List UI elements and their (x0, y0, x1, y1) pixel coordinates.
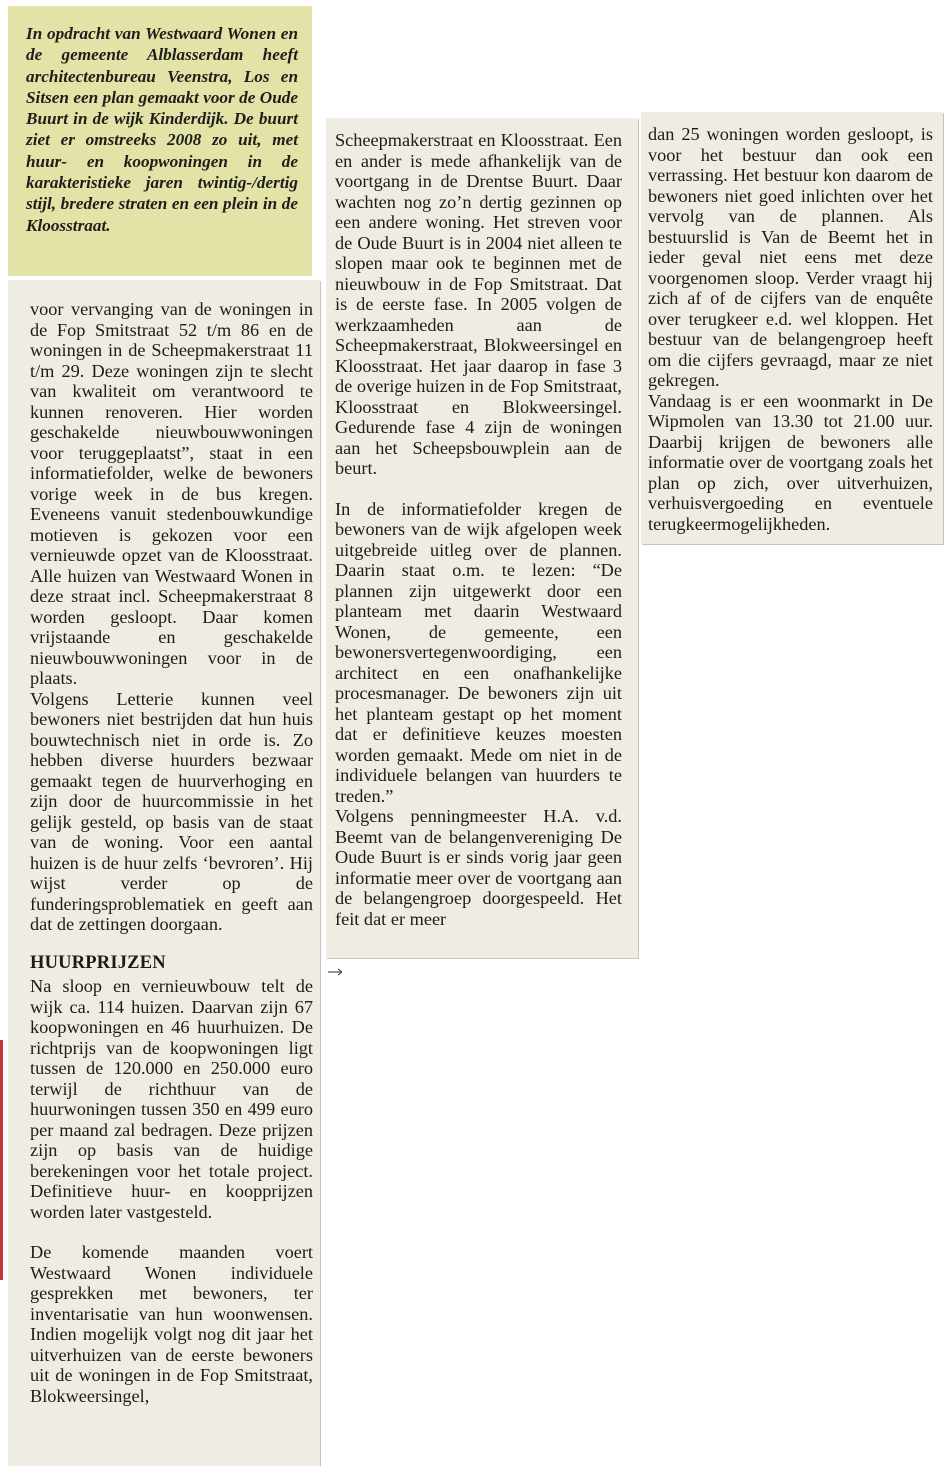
col3-paragraph-1: dan 25 woningen worden gesloopt, is voor het bestuur dan ook een verrassing. Het bestuur kon daarom de bewoners niet goed inlichten over het vervolg van de plannen. Als bestuurslid is Van de Beemt het in ieder geval niet eens met deze voorgenomen sloop. Verder vraagt hij zich af of de cijfers van de enquête over terugkeer e.d. wel kloppen. Het bestuur van de belangengroep heeft om die cijfers gevraagd, maar ze niet gekregen. (648, 124, 933, 390)
col2-paragraph-3: Volgens penningmeester H.A. v.d. Beemt van de belangenvereniging De Oude Buurt is er sinds vorig jaar geen informatie meer over de voortgang aan de belangengroep doorgespeeld. Het feit dat er meer (335, 806, 622, 929)
col2-paragraph-1: Scheepmakerstraat en Kloosstraat. Een en ander is mede afhankelijk van de voortgang in de Drentse Buurt. Daar wachten nog zo’n dertig gezinnen op een andere woning. Het streven voor de Oude Buurt is in 2004 niet alleen te slopen maar ook te beginnen met de nieuwbouw in de Fop Smitstraat. Dat is de eerste fase. In 2005 volgen de werkzaamheden aan de Scheepmakerstraat, Blokweersingel en Kloosstraat. Het jaar daarop in fase 3 de overige huizen in de Fop Smitstraat, Kloosstraat en Blokweersingel. Gedurende fase 4 zijn de woningen aan het Scheepsbouwplein aan de beurt. (335, 130, 622, 478)
col1-paragraph-4: De komende maanden voert Westwaard Wonen individuele gesprekken met bewoners, ter inventarisatie van hun woonwensen. Indien mogelijk volgt nog dit jaar het uitverhuizen van de eerste bewoners uit de woningen in de Fop Smitstraat, Blokweersingel, (30, 1242, 313, 1406)
column-right (648, 124, 933, 534)
intro-highlight-box (8, 6, 312, 276)
col2-paragraph-2: In de informatiefolder kregen de bewoners van de wijk afgelopen week uitgebreide uitleg over de plannen. Daarin staat o.m. te lezen: “De plannen zijn uitgewerkt door een planteam met daarin Westwaard Wonen, de gemeente, een bewonersvertegenwoordiging, een architect en een onafhankelijke procesmanager. De bewoners zijn uit het planteam gestapt op het moment dat er definitieve keuzes moesten worden gemaakt. Mede om niet in de individuele belangen van huurders te treden.” (335, 498, 622, 806)
col1-paragraph-1: voor vervanging van de woningen in de Fop Smitstraat 52 t/m 86 en de woningen in de Scheepmakerstraat 11 t/m 29. Deze woningen zijn te slecht van kwaliteit om verantwoord te kunnen renoveren. Hier worden geschakelde nieuwbouwwoningen voor teruggeplaatst”, staat in een informatiefolder, welke de bewoners vorige week in de bus kregen. Eveneens vanuit stedenbouwkundige motieven is gekozen voor een vernieuwde opzet van de Kloosstraat. Alle huizen van Westwaard Wonen in deze straat incl. Scheepmakerstraat 8 worden gesloopt. Daar komen vrijstaande en geschakelde nieuwbouwwoningen voor in de plaats. (30, 299, 313, 688)
col3-paragraph-2: Vandaag is er een woonmarkt in De Wipmolen van 13.30 tot 21.00 uur. Daarbij krijgen de bewoners alle informatie over de voortgang zoals het plan op zich, over uitverhuizen, verhuisvergoeding en eventuele terugkeermogelijkheden. (648, 390, 933, 534)
col1-paragraph-2: Volgens Letterie kunnen veel bewoners niet bestrijden dat hun huis bouwtechnisch niet in orde is. Zo hebben diverse huurders bezwaar gemaakt tegen de huurverhoging en zijn door de huurcommissie in het gelijk gesteld, op basis van de staat van de woning. Voor een aantal huizen is de huur zelfs ‘bevroren’. Hij wijst verder op de funderingsproblematiek en geeft aan dat de zettingen doorgaan. (30, 688, 313, 934)
subheading-huurprijzen: HUURPRIJZEN (30, 952, 166, 973)
torn-edge-mark (328, 968, 342, 976)
intro-text: In opdracht van Westwaard Wonen en de gemeente Alblasserdam heeft architectenbureau Veenstra, Los en Sitsen een plan gemaakt voor de Oude Buurt in de wijk Kinderdijk. De buurt ziet er omstreeks 2008 zo uit, met huur- en koopwoningen in de karakteristieke jaren twintig-/dertig stijl, bredere straten en een plein in de Kloosstraat. (26, 24, 298, 235)
red-edge-mark (0, 1040, 3, 1280)
col1-paragraph-3: Na sloop en vernieuwbouw telt de wijk ca. 114 huizen. Daarvan zijn 67 koopwoningen en 46 huurhuizen. De richtprijs van de koopwoningen ligt tussen de 120.000 en 250.000 euro terwijl de richthuur van de huurwoningen tussen 350 en 499 euro per maand zal bedragen. Deze prijzen zijn op basis van de huidige berekeningen voor het totale project. Definitieve huur- en koopprijzen worden later vastgesteld. (30, 976, 313, 1222)
column-left (30, 299, 313, 1406)
column-middle (335, 130, 622, 929)
